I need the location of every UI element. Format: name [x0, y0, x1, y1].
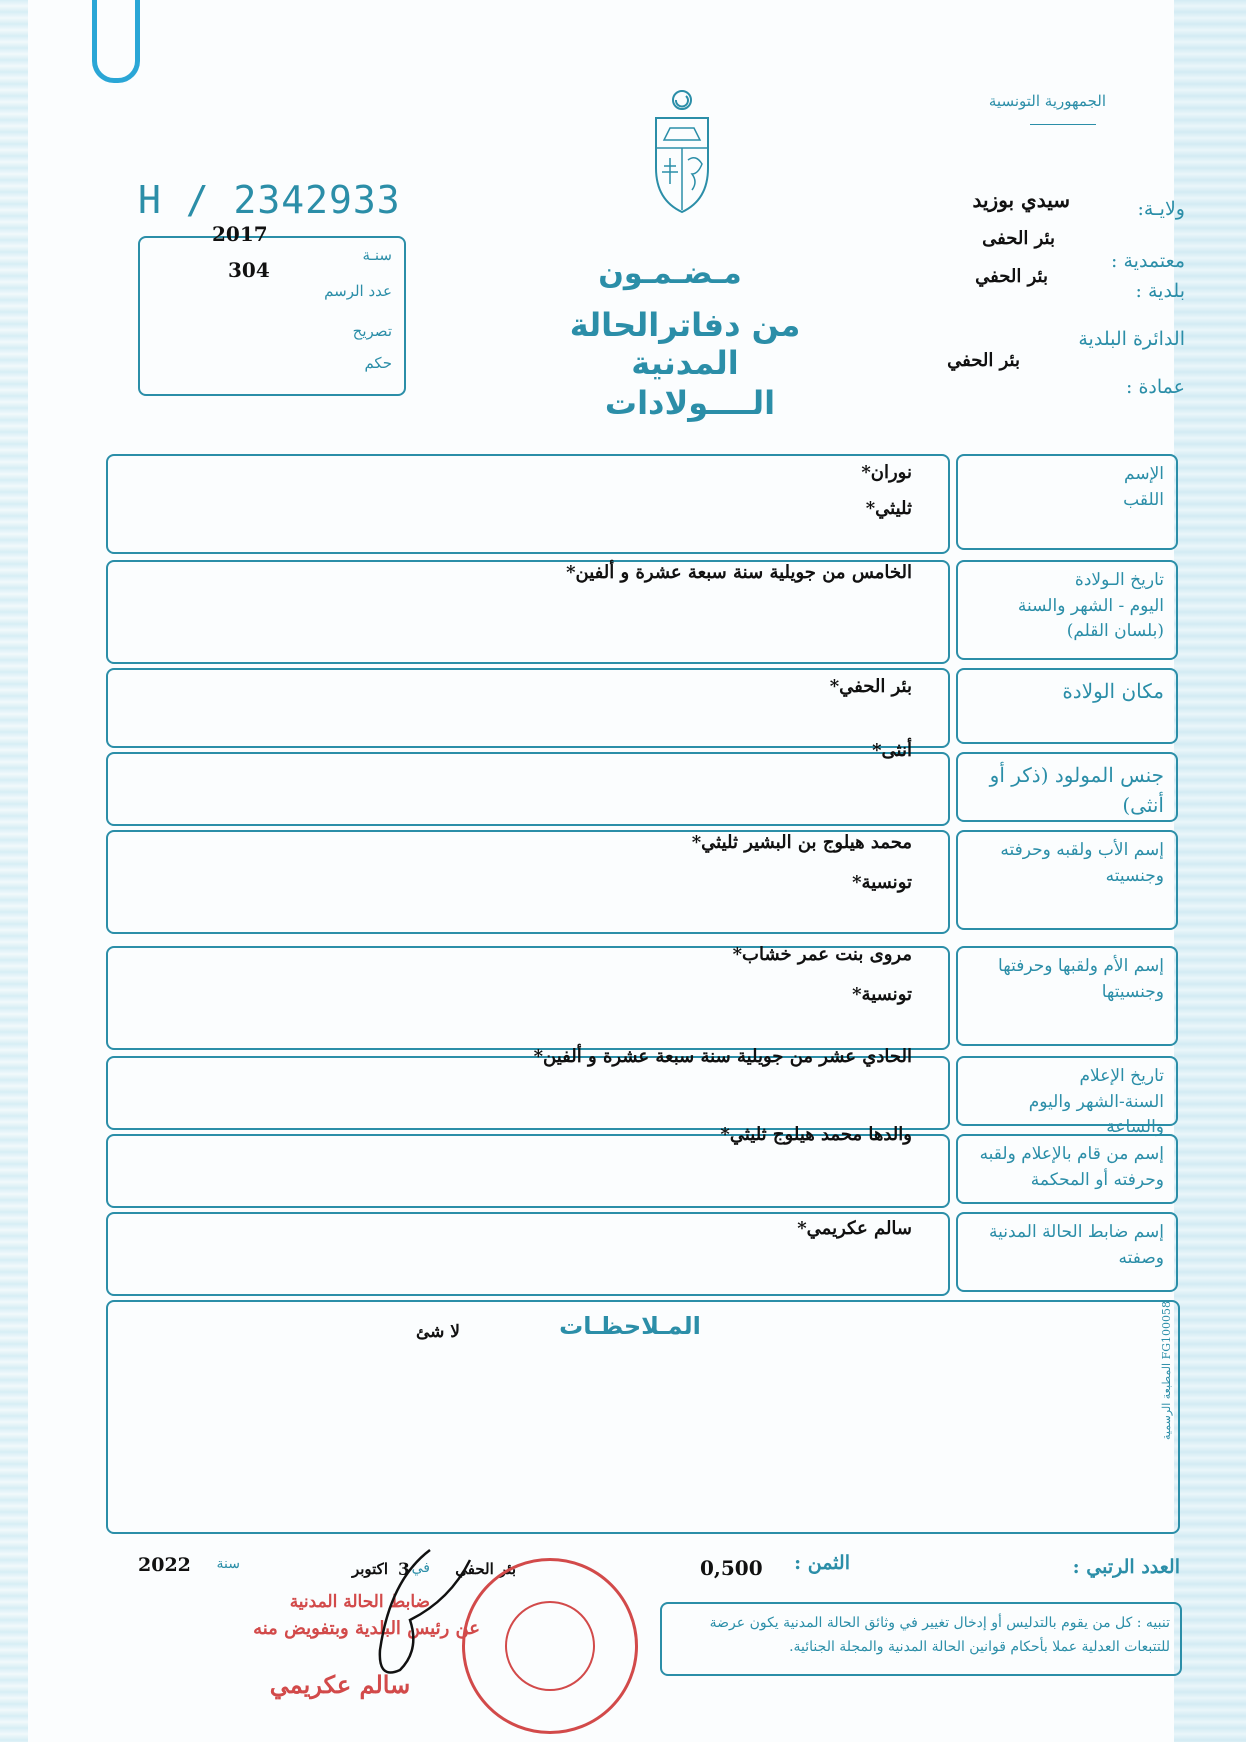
- field-value-text: الخامس من جويلية سنة سبعة عشرة و ألفين*: [566, 562, 912, 583]
- side-printer-code: المطبعة الرسمية FG100058: [1160, 1300, 1173, 1440]
- serial-number-label: العدد الرتبي :: [1072, 1556, 1180, 1578]
- official-round-stamp: [462, 1558, 638, 1734]
- field-label-box: [956, 668, 1178, 744]
- price-label: الثمن :: [794, 1552, 850, 1574]
- field-label-line: وصفته: [1118, 1247, 1164, 1268]
- year-value: 2017: [212, 222, 268, 246]
- republic-heading: الجمهورية التونسية: [988, 92, 1106, 110]
- wilaya-label: ولايـة:: [1137, 198, 1185, 220]
- issue-month-value: اكتوبر: [351, 1560, 388, 1578]
- field-label-box: [956, 1056, 1178, 1137]
- baladiya-label: بلدية :: [1135, 280, 1185, 302]
- field-label-line: إسم من قام بالإعلام ولقبه: [979, 1144, 1164, 1164]
- officer-stamp-line1: ضابط الحالة المدنية: [289, 1592, 430, 1612]
- field-label-line: اللقب: [1123, 489, 1164, 510]
- field-value-text: محمد هيلوج بن البشير ثليثي*: [691, 832, 912, 853]
- field-value-text: سالم عكريمي*: [797, 1218, 912, 1239]
- field-label-line: وحرفته أو المحكمة: [1030, 1169, 1164, 1190]
- paper-clip: [92, 0, 140, 83]
- act-number-label: عدد الرسم: [324, 282, 392, 300]
- field-label-line: وجنسيته: [1105, 865, 1164, 886]
- heading-divider: [1030, 124, 1096, 125]
- left-decorative-border: [0, 0, 28, 1742]
- field-label-line: جنس المولود (ذكر أو أنثى): [989, 763, 1164, 817]
- field-label-line: تاريخ الـولادة: [1074, 570, 1164, 590]
- field-label-line: اليوم - الشهر والسنة: [1017, 595, 1164, 616]
- handwritten-signature: [360, 1540, 480, 1694]
- act-number-value: 304: [228, 258, 270, 282]
- field-value-text: تونسية*: [852, 984, 912, 1005]
- year-label: سنـة: [362, 246, 392, 264]
- field-value-text: والدها محمد هيلوج ثليثي*: [720, 1124, 912, 1145]
- document-title-births: الــــولادات: [604, 384, 776, 422]
- field-value-box: [106, 752, 950, 826]
- officer-stamp-line3: سالم عكريمي: [269, 1670, 411, 1699]
- baladiya-value: بئر الحفي: [975, 266, 1048, 287]
- issue-year-label: سنة: [216, 1556, 240, 1572]
- issue-year-value: 2022: [138, 1554, 191, 1576]
- coat-of-arms-icon: [650, 88, 714, 216]
- field-label-line: مكان الولادة: [1062, 679, 1164, 703]
- mootamadiya-label: معتمدية :: [1111, 250, 1185, 272]
- issue-in-label: في: [411, 1560, 430, 1576]
- field-value-box: [106, 1056, 950, 1130]
- field-label-line: (بلسان القلم): [1066, 621, 1164, 641]
- mootamadiya-value: بئر الحفى: [982, 228, 1055, 249]
- field-label-line: إسم ضابط الحالة المدنية: [989, 1222, 1164, 1242]
- field-label-box: [956, 1212, 1178, 1292]
- field-label-line: السنة-الشهر واليوم والساعة: [1028, 1091, 1164, 1137]
- price-value: 0,500: [700, 1556, 763, 1580]
- field-value-box: [106, 1134, 950, 1208]
- field-value-text: ثليثي*: [865, 498, 912, 519]
- issue-place-value: بئر الحفي: [455, 1560, 516, 1578]
- remarks-value: لا شئ: [415, 1322, 460, 1342]
- municipal-district-label: الدائرة البلدية: [1078, 328, 1185, 350]
- officer-stamp-line2: عن رئيس البلدية وبتفويض منه: [253, 1618, 480, 1639]
- imada-label: عمادة :: [1126, 376, 1185, 398]
- fraud-notice-text: تنبيه : كل من يقوم بالتدليس أو إدخال تغيير في وثائق الحالة المدنية يكون عرضة للتتبعات العدلية عملا بأحكام قوانين الحالة المدنية والمجلة الجنائية.: [709, 1615, 1170, 1655]
- document-serial-number: H / 2342933: [138, 178, 401, 222]
- field-label-box: [956, 946, 1178, 1046]
- field-label-box: [956, 830, 1178, 930]
- field-label-line: الإسم: [1124, 464, 1164, 484]
- field-label-box: [956, 752, 1178, 822]
- field-value-text: مروى بنت عمر خشاب*: [732, 944, 912, 965]
- judgment-label: حكم: [364, 354, 392, 372]
- document-title-registers: من دفاترالحالة المدنية: [569, 306, 801, 382]
- field-label-line: إسم الأم ولقبها وحرفتها: [998, 956, 1164, 976]
- field-value-text: بئر الحفي*: [829, 676, 912, 697]
- field-label-box: [956, 1134, 1178, 1204]
- remarks-label: المـلاحظـات: [559, 1312, 701, 1340]
- field-value-text: تونسية*: [852, 872, 912, 893]
- field-label-box: [956, 454, 1178, 550]
- issue-day-value: 3: [398, 1560, 410, 1580]
- field-label-line: وجنسيتها: [1101, 981, 1164, 1002]
- field-label-line: تاريخ الإعلام: [1079, 1066, 1164, 1086]
- field-value-text: نوران*: [861, 462, 912, 483]
- field-value-text: الحادي عشر من جويلية سنة سبعة عشرة و ألفين*: [533, 1046, 912, 1067]
- field-label-box: [956, 560, 1178, 660]
- declaration-label: تصريح: [352, 322, 392, 340]
- document-title-extract: مـضـمـون: [598, 256, 742, 291]
- field-label-line: إسم الأب ولقبه وحرفته: [1000, 840, 1164, 860]
- imada-value: بئر الحفي: [947, 350, 1020, 371]
- wilaya-value: سيدي بوزيد: [972, 188, 1070, 212]
- field-value-text: أنثى*: [872, 740, 912, 761]
